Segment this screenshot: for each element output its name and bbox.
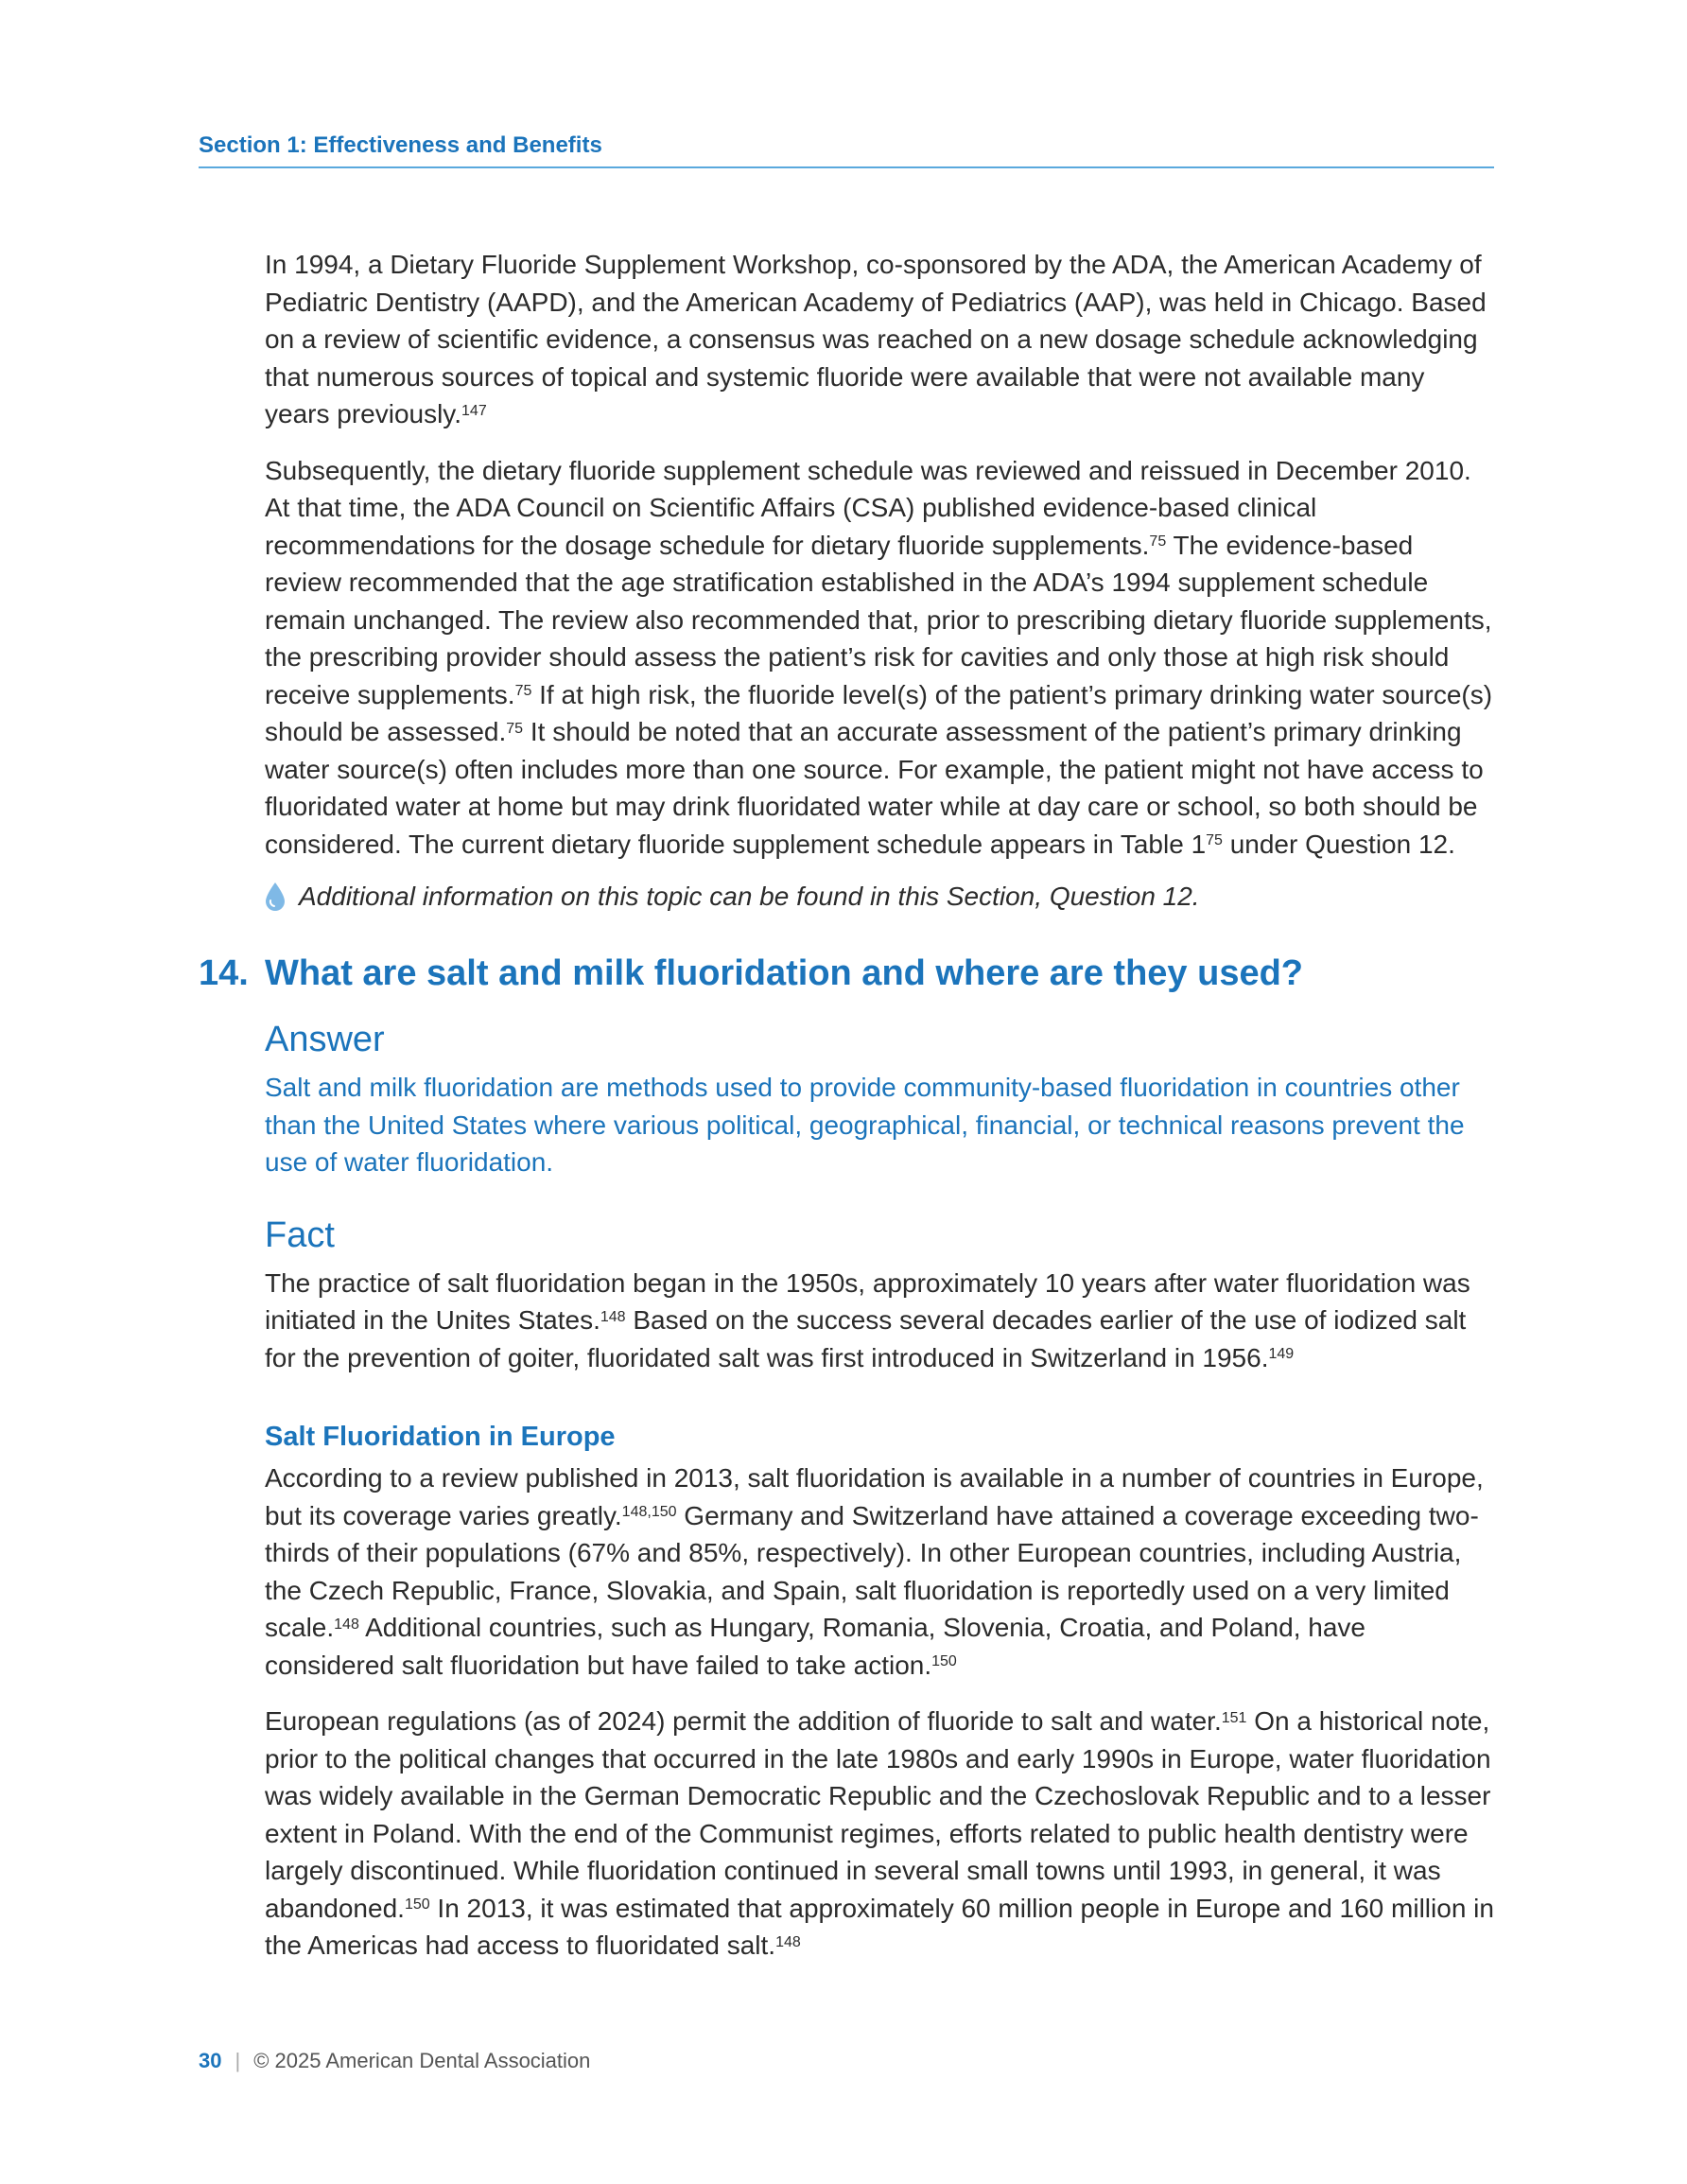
citation: 75 <box>1206 832 1223 849</box>
page-footer <box>199 2049 590 2073</box>
europe-paragraph-1: According to a review published in 2013, salt fluoridation is available in a number of countries in Europe, but its coverage varies greatly.$^{148,150}$ Germany and Switzerland have attained a coverage exceeding two-thirds of their populations (67% and 85%, respectively). In other European countries, including Austria, the Czech Republic, France, Slovakia, and Spain, salt fluoridation is reportedly used on a very limited scale.$^{148}$ Additional countries, such as Hungary, Romania, Slovenia, Croatia, and Poland, have considered salt fluoridation but have failed to take action.$^{150}$ <box>265 1463 1484 1680</box>
citation: 75 <box>506 720 524 737</box>
question-text: What are salt and milk fluoridation and where are they used? <box>265 953 1304 993</box>
supplement-paragraph: Subsequently, the dietary fluoride supplement schedule was reviewed and reissued in December 2010. At that time, the ADA Council on Scientific Affairs (CSA) published evidence-based clinical recommendations for the dosage schedule for dietary fluoride supplements.$^{75}$ The evidence-based review recommended that the age stratification established in the ADA’s 1994 supplement schedule remain unchanged. The review also recommended that, prior to prescribing dietary fluoride supplements, the prescribing provider should assess the patient’s risk for cavities and only those at high risk should receive supplements.$^{75}$ If at high risk, the fluoride level(s) of the patient’s primary drinking water source(s) should be assessed.$^{75}$ It should be noted that an accurate assessment of the patient’s primary drinking water source(s) often includes more than one source. For example, the patient might not have access to fluoridated water at home but may drink fluoridated water while at day care or school, so both should be considered. The current dietary fluoride supplement schedule appears in Table $1^{75}$ under Question 12. <box>265 455 1493 859</box>
citation: 150 <box>404 1896 430 1913</box>
citation: 148 <box>600 1308 626 1325</box>
answer-heading: Answer <box>265 1020 385 1059</box>
citation: 150 <box>931 1653 957 1670</box>
cross-reference-note <box>265 882 1494 912</box>
footer-separator: | <box>235 2049 241 2072</box>
europe-heading: Salt Fluoridation in Europe <box>265 1422 616 1452</box>
page-number: 30 <box>199 2049 222 2072</box>
citation: 151 <box>1221 1709 1247 1726</box>
citation: 148 <box>334 1616 359 1633</box>
water-drop-icon <box>265 882 286 912</box>
fact-paragraph: The practice of salt fluoridation began in the 1950s, approximately 10 years after water fluoridation was initiated in the Unites States.$^{148}$ Based on the success several decades earlier of the use of iodized salt for the prevention of goiter, fluoridated salt was first introduced in Switzerland in 1956.$^{149}$ <box>265 1267 1470 1372</box>
question-heading <box>199 950 1494 997</box>
citation: 148 <box>775 1933 801 1950</box>
header-divider <box>199 166 1494 168</box>
citation: 75 <box>1149 533 1167 550</box>
page-content <box>199 246 1494 1965</box>
question-number: 14. <box>199 953 249 993</box>
citation: 148,150 <box>621 1504 677 1521</box>
fact-heading: Fact <box>265 1214 335 1255</box>
answer-text: Salt and milk fluoridation are methods used to provide community-based fluoridation in countries other than the United States where various political, geographical, financial, or technical reasons prevent the use of water fluoridation. <box>265 1073 1465 1177</box>
copyright: © 2025 American Dental Association <box>253 2049 591 2072</box>
intro-paragraph: In 1994, a Dietary Fluoride Supplement Workshop, co-sponsored by the ADA, the American Academy of Pediatric Dentistry (AAPD), and the American Academy of Pediatrics (AAP), was held in Chicago. Based on a review of scientific evidence, a consensus was reached on a new dosage schedule acknowledging that numerous sources of topical and systemic fluoride were available that were not available many years previously.$^{147}$ <box>265 250 1487 428</box>
citation: 75 <box>514 683 532 700</box>
citation: 147 <box>461 402 487 419</box>
section-title: Section 1: Effectiveness and Benefits <box>199 132 602 158</box>
note-text: Additional information on this topic can be found in this Section, Question 12. <box>299 882 1200 911</box>
citation: 149 <box>1268 1346 1295 1363</box>
europe-paragraph-2: European regulations (as of 2024) permit the addition of fluoride to salt and water.$^{151}$ On a historical note, prior to the political changes that occurred in the late 1980s and early 1990s in Europe, water fluoridation was widely available in the German Democratic Republic and the Czechoslovak Republic and to a lesser extent in Poland. With the end of the Communist regimes, efforts related to public health dentistry were largely discontinued. While fluoridation continued in several small towns until 1993, in general, it was abandoned.$^{150}$ In 2013, it was estimated that approximately 60 million people in Europe and 160 million in the Americas had access to fluoridated salt.$^{148}$ <box>265 1706 1494 1960</box>
